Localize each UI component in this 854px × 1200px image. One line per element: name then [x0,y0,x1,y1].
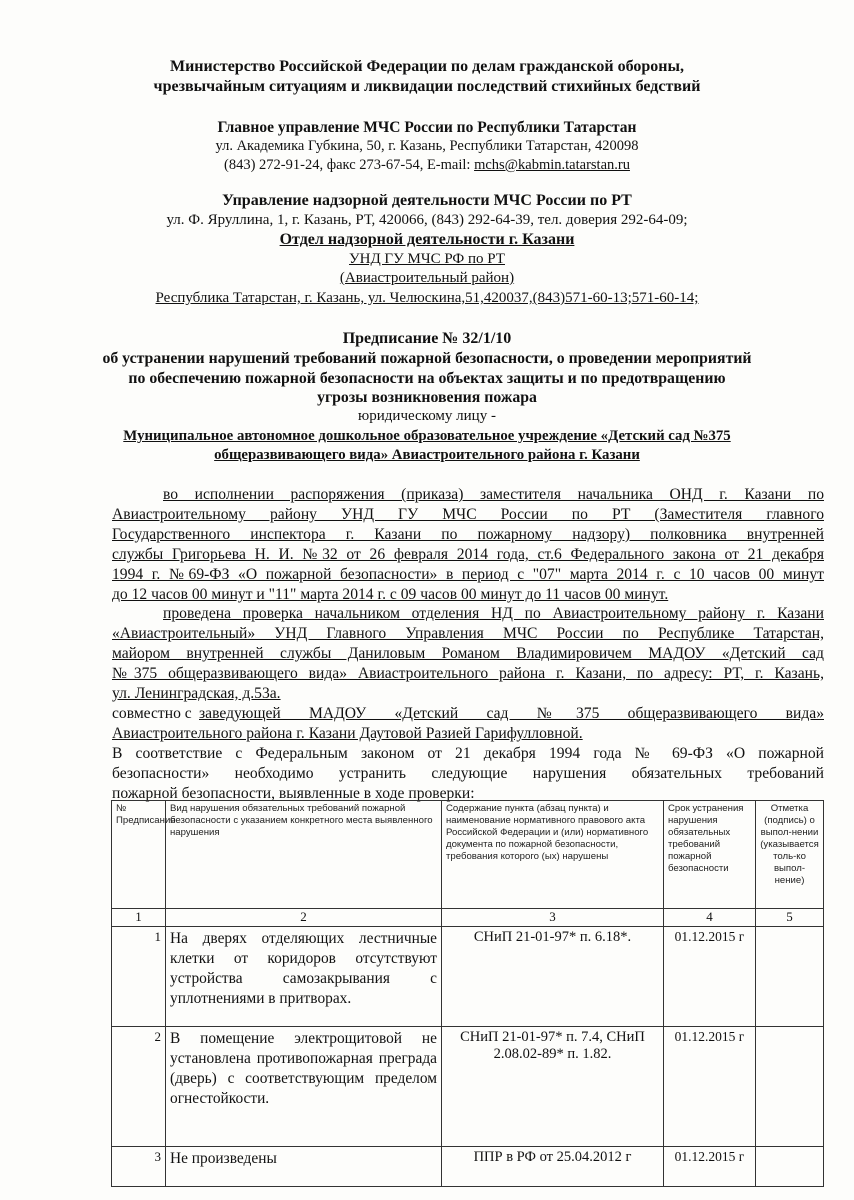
row-deadline: 01.12.2015 г [664,927,756,1027]
contacts-text: (843) 272-91-24, факс 273-67-54, E-mail: [224,157,475,173]
row-violation: Не произведены [166,1147,442,1187]
header-norm: Содержание пункта (абзац пункта) и наименование нормативного правового акта Российской Федерации и (или) нормативного документа по пожарной безопасности, требования которого (ых) нарушены [442,801,664,909]
main-department-address: ул. Академика Губкина, 50, г. Казань, Республики Татарстан, 420098 [215,138,639,154]
main-department-name: Главное управление МЧС России по Республики Татарстан [217,119,637,136]
column-number-row [112,909,824,927]
table-row [112,927,824,1027]
paragraph1-line: 1994 г. №69-ФЗ «О пожарной безопасности» в период с "07" марта 2014 г. с 10 часов 00 минут [112,566,824,583]
row-norm: ППР в РФ от 25.04.2012 г [442,1147,664,1187]
paragraph1-line: Авиастроительному району УНД ГУ МЧС России по РТ (Заместителя главного [112,506,824,523]
paragraph2-line: проведена проверка начальником отделения НД по Авиастроительному району г. Казани [163,605,824,622]
row-violation: В помещение электрощитовой не установлена противопожарная преграда (дверь) с соответствующим пределом огнестойкости. [166,1027,442,1147]
violations-table [111,800,824,1187]
paragraph3-line: безопасности» необходимо устранить следующие нарушения обязательных требований [112,765,824,782]
addressee-type: юридическому лицу - [358,408,496,424]
subdivision-name: УНД ГУ МЧС РФ по РТ [349,251,505,267]
table-row [112,1027,824,1147]
table-row [112,1147,824,1187]
paragraph1-line: Государственного инспектора г. Казани по пожарному надзору) полковника внутренней [112,526,824,543]
row-deadline: 01.12.2015 г [664,1027,756,1147]
order-subject-line3: угрозы возникновения пожара [317,389,537,406]
paragraph1-line: до 12 часов 00 минут и "11" марта 2014 г. с 09 часов 00 минут до 11 часов 00 минут. [112,586,669,603]
division-name: Отдел надзорной деятельности г. Казани [279,231,575,248]
supervision-department-address: ул. Ф. Яруллина, 1, г. Казань, РТ, 420066, (843) 292-64-39, тел. доверия 292-64-09; [166,212,688,228]
row-mark [756,1027,824,1147]
paragraph3-line: В соответствие с Федеральным законом от 21 декабря 1994 года № 69-ФЗ «О пожарной [112,745,824,762]
paragraph2-line: №375 общеразвивающего вида» Авиастроительного района г. Казани, по адресу: РТ, г. Казань, [112,665,824,682]
row-norm: СНиП 21-01-97* п. 6.18*. [442,927,664,1027]
column-number: 4 [664,909,756,927]
paragraph2-line: ул. Ленинградская, д.53а. [112,685,281,702]
column-number: 5 [756,909,824,927]
paragraph2-line: майором внутренней службы Даниловым Романом Владимировичем МАДОУ «Детский сад [112,645,824,662]
addressee-line1: Муниципальное автономное дошкольное образовательное учреждение «Детский сад №375 [123,428,731,444]
paragraph2-line: «Авиастроительный» УНД Главного Управления МЧС России по Республике Татарстан, [112,625,824,642]
together-line2: Авиастроительного района г. Казани Даутовой Разией Гарифулловной. [112,725,583,742]
row-num: 2 [112,1027,166,1147]
order-title: Предписание № 32/1/10 [342,330,512,347]
addressee-line2: общеразвивающего вида» Авиастроительного района г. Казани [214,447,640,463]
table-header-row [112,801,824,909]
district-address: Республика Татарстан, г. Казань, ул. Челюскина,51,420037,(843)571-60-13;571-60-14; [155,290,699,306]
column-number: 1 [112,909,166,927]
order-subject-line1: об устранении нарушений требований пожарной безопасности, о проведении мероприятий [102,350,752,367]
ministry-line1: Министерство Российской Федерации по делам гражданской обороны, [169,58,685,75]
header-deadline: Срок устранения нарушения обязательных требований пожарной безопасности [664,801,756,909]
together-text: заведующей МАДОУ «Детский сад №375 общеразвивающего вида» [199,705,824,722]
order-subject-line2: по обеспечению пожарной безопасности на объектах защиты и по предотвращению [128,370,726,387]
header-violation: Вид нарушения обязательных требований пожарной безопасности с указанием конкретного места выявленного нарушения [166,801,442,909]
district-name: (Авиастроительный район) [339,270,515,286]
email-link[interactable]: mchs@kabmin.tatarstan.ru [474,157,630,173]
paragraph1-line: службы Григорьева Н. И. №32 от 26 февраля 2014 года, ст.6 Федерального закона от 21 декабря [112,546,824,563]
main-department-contacts [0,157,854,174]
paragraph3-line: пожарной безопасности, выявленные в ходе проверки: [112,785,475,802]
header-num: № Предписания [112,801,166,909]
column-number: 2 [166,909,442,927]
ministry-line2: чрезвычайным ситуациям и ликвидации последствий стихийных бедствий [153,78,701,95]
row-norm: СНиП 21-01-97* п. 7.4, СНиП 2.08.02-89* п. 1.82. [442,1027,664,1147]
header-mark: Отметка (подпись) о выпол-нении (указывается толь-ко выпол-нение) [756,801,824,909]
row-num: 3 [112,1147,166,1187]
row-violation: На дверях отделяющих лестничные клетки от коридоров отсутствуют устройства самозакрывания с уплотнениями в притворах. [166,927,442,1027]
row-deadline: 01.12.2015 г [664,1147,756,1187]
row-mark [756,927,824,1027]
paragraph1-line: во исполнении распоряжения (приказа) заместителя начальника ОНД г. Казани по [163,486,824,503]
row-num: 1 [112,927,166,1027]
supervision-department-name: Управление надзорной деятельности МЧС России по РТ [222,192,632,209]
together-prefix: совместно с [112,705,192,722]
column-number: 3 [442,909,664,927]
row-mark [756,1147,824,1187]
